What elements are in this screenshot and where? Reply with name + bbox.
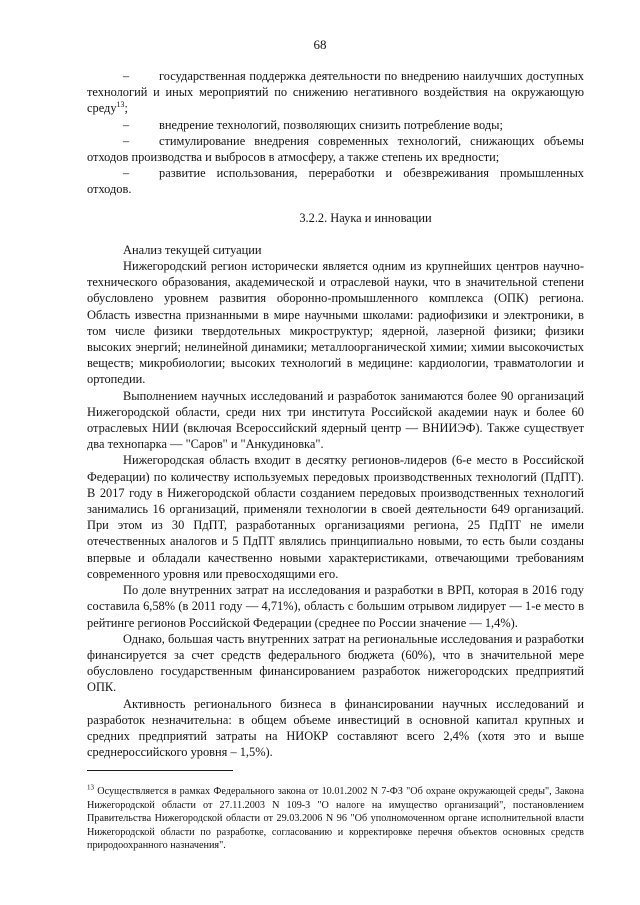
- list-dash: –: [123, 133, 130, 148]
- paragraph: Нижегородская область входит в десятку регионов-лидеров (6-е место в Российской Федерации) по количеству используемых передовых производственных технологий (ПдПТ). В 2017 году в Нижегородской области созданием передовых производственных технологий занимались 16 организаций, применяли технологии в своей деятельности 649 организаций. При этом из 30 ПдПТ, разработанных организациями региона, 25 ПдПТ не имели отечественных аналогов и 5 ПдПТ являлись принципиально новыми, то есть были созданы впервые и обладали качественно новыми характеристиками, отвечающими требованиям современного уровня или превосходящими его.: [87, 453, 584, 581]
- section-title: 3.2.2. Наука и инновации: [299, 210, 432, 225]
- footnote-text: Осуществляется в рамках Федерального закона от 10.01.2002 N 7-ФЗ "Об охране окружающей среды", Закона Нижегородской области от 27.11.2003 N 109-З "О налоге на имущество организаций", постановлением Правительства Нижегородской области от 29.03.2006 N 96 "Об уполномоченном органе исполнительной власти Нижегородской области по разработке, согласованию и корректировке перечня объектов основных средств природоохранного назначения".: [87, 786, 584, 852]
- subheading: Анализ текущей ситуации: [123, 242, 262, 257]
- list-dash: –: [123, 166, 130, 181]
- page-number: 68: [313, 37, 327, 52]
- list-dash: –: [123, 69, 130, 83]
- paragraph: Однако, большая часть внутренних затрат на региональные исследования и разработки финансируется за счет средств федерального бюджета (60%), что в значительной мере обусловлено государственным финансированием разработок нижегородских предприятий ОПК.: [87, 631, 584, 695]
- paragraph: Выполнением научных исследований и разработок занимаются более 90 организаций Нижегородской области, среди них три института Российской академии наук и более 60 отраслевых НИИ (включая Всероссийский ядерный центр — ВНИИЭФ). Также существует два технопарка — "Саров" и "Анкудиновка".: [87, 388, 584, 452]
- footnote-divider: [87, 770, 233, 771]
- footnote-ref: 13: [116, 100, 125, 110]
- list-item: – развитие использования, переработки и обезвреживания промышленных отходов.: [87, 166, 584, 197]
- paragraph: Нижегородский регион исторически является одним из крупнейших центров научно-технического образования, академической и отраслевой науки, что в значительной степени обусловлено уровнем развития оборонно-промышленного комплекса (ОПК) региона. Область известна признанными в мире научными школами: радиофизики и электроники, в том числе физики твердотельных микроструктур; ядерной, лазерной физики; физики высоких энергий; нелинейной динамики; металлоорганической химии; химии высокочистых веществ; микробиологии; высоких технологий в медицине: кардиологии, травматологии и ортопедии.: [87, 259, 584, 387]
- paragraph: Активность регионального бизнеса в финансировании научных исследований и разработок незначительна: в общем объеме инвестиций в основной капитал крупных и средних предприятий затраты на НИОКР составляют всего 2,4% (хотя это и выше среднероссийского уровня – 1,5%).: [87, 696, 584, 760]
- footnote: [87, 785, 584, 853]
- list-item: – государственная поддержка деятельности по внедрению наилучших доступных технологий и иных мероприятий по снижению негативного воздействия на окружающую среду$^{13}$;: [87, 69, 584, 116]
- main-text: [87, 68, 584, 760]
- footnote-number: 13: [87, 783, 94, 792]
- list-item: – стимулирование внедрения современных технологий, снижающих объемы отходов производства и выбросов в атмосферу, а также степень их вредности;: [87, 133, 584, 165]
- paragraph: По доле внутренних затрат на исследования и разработки в ВРП, которая в 2016 году составила 6,58% (в 2011 году — 4,71%), область с большим отрывом лидирует — 1-е место в рейтинге регионов Российской Федерации (среднее по России значение — 1,4%).: [87, 583, 584, 630]
- list-item: – внедрение технологий, позволяющих снизить потребление воды;: [123, 117, 503, 132]
- list-dash: –: [123, 117, 130, 132]
